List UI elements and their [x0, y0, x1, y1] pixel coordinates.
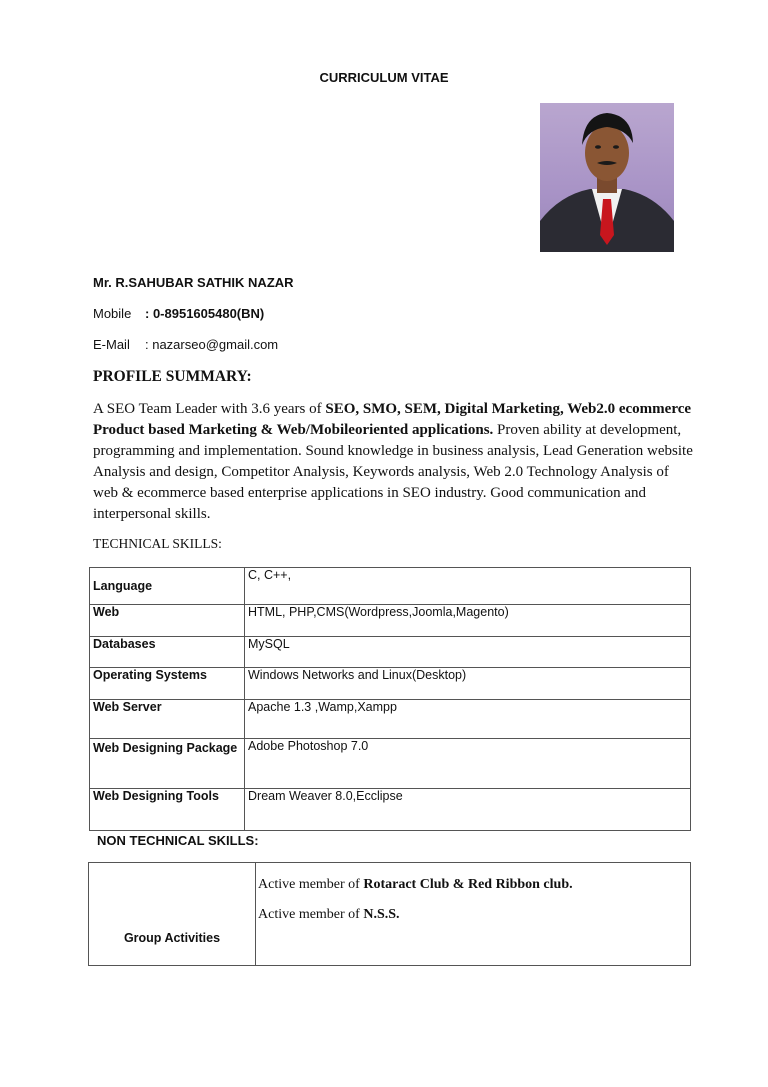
skill-value: Apache 1.3 ,Wamp,Xampp [245, 700, 691, 739]
mobile-label: Mobile [93, 306, 132, 321]
document-title: CURRICULUM VITAE [319, 70, 449, 85]
candidate-name: Mr. R.SAHUBAR SATHIK NAZAR [93, 275, 294, 290]
activity-item [258, 877, 690, 893]
activity-prefix: Active member of [258, 907, 364, 922]
non-technical-skills-table [88, 862, 691, 966]
skill-key: Web Designing Tools [90, 789, 245, 831]
technical-skills-table [89, 567, 691, 831]
summary-bold-skills: SEO, SMO, SEM, Digital Marketing, Web2.0 ecommerce Product based Marketing & Web/Mobileoriented applications. [93, 401, 692, 438]
table-row [90, 739, 691, 789]
profile-photo [540, 103, 674, 252]
table-row [90, 700, 691, 739]
table-row [90, 568, 691, 605]
email-value: : nazarseo@gmail.com [145, 337, 279, 352]
email-label: E-Mail [93, 337, 130, 352]
table-row [89, 863, 691, 966]
activity-item [258, 907, 690, 923]
skill-key: Language [90, 568, 245, 605]
table-row [90, 668, 691, 700]
profile-summary-text [93, 399, 693, 525]
table-row [90, 789, 691, 831]
technical-skills-heading: TECHNICAL SKILLS: [93, 536, 222, 551]
summary-part-2: Proven ability at development, programming and implementation. Sound knowledge in business analysis, Lead Generation website Analysis and design, Competitor Analysis, Keywords analysis, Web 2.0 Technology Analysis of web & ecommerce based enterprise applications in SEO industry. Good communication and interpersonal skills. [93, 422, 693, 522]
activity-values [256, 863, 691, 966]
non-technical-skills-heading: NON TECHNICAL SKILLS: [97, 833, 259, 848]
activity-prefix: Active member of [258, 877, 364, 892]
email-row [93, 337, 278, 352]
skill-key: Databases [90, 637, 245, 668]
skill-key: Web Designing Package [90, 739, 245, 789]
activity-name: Rotaract Club & Red Ribbon club. [363, 877, 573, 892]
skill-key: Operating Systems [90, 668, 245, 700]
person-portrait-icon [540, 103, 674, 252]
activity-name: N.S.S. [363, 907, 400, 922]
skill-key: Web [90, 605, 245, 637]
skill-value: MySQL [245, 637, 691, 668]
skill-value: HTML, PHP,CMS(Wordpress,Joomla,Magento) [245, 605, 691, 637]
skill-value: Dream Weaver 8.0,Ecclipse [245, 789, 691, 831]
profile-summary-heading: PROFILE SUMMARY: [93, 368, 252, 385]
table-row [90, 637, 691, 668]
table-row [90, 605, 691, 637]
activity-key: Group Activities [89, 863, 256, 966]
skill-value: Windows Networks and Linux(Desktop) [245, 668, 691, 700]
summary-part-1: A SEO Team Leader with 3.6 years of [93, 401, 326, 417]
skill-value: C, C++, [245, 568, 691, 605]
mobile-value: : 0-8951605480(BN) [145, 306, 265, 321]
skill-key: Web Server [90, 700, 245, 739]
mobile-row [93, 306, 264, 321]
skill-value: Adobe Photoshop 7.0 [245, 739, 691, 789]
